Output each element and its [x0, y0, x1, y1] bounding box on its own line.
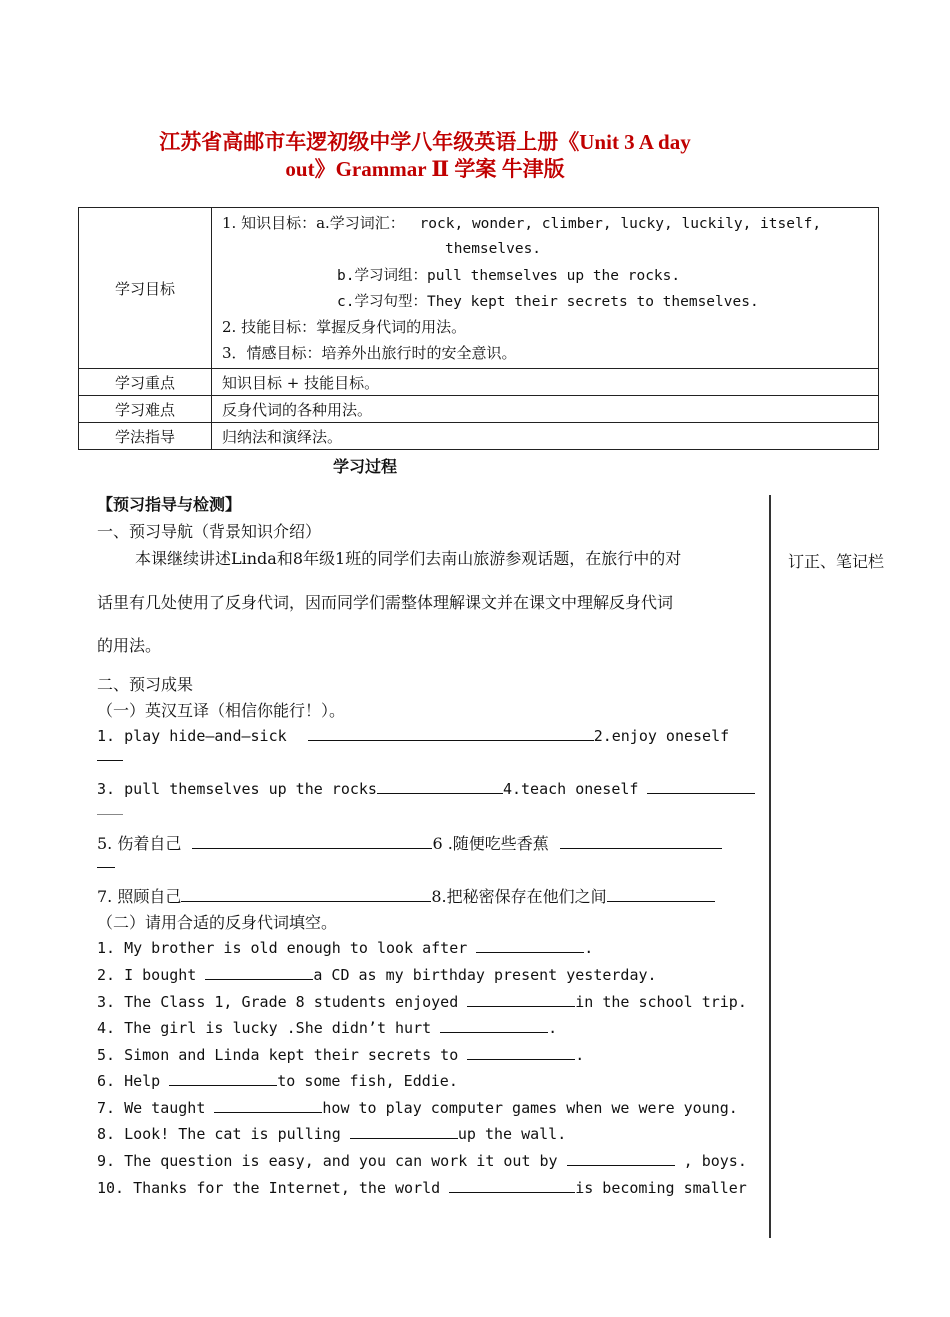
q5-blank[interactable] — [192, 834, 432, 849]
fill-q8: 8. Look! The cat is pulling up the wall. — [97, 1125, 567, 1143]
fill-q7-blank[interactable] — [214, 1098, 322, 1113]
doc-title-line1: 江苏省高邮市车逻初级中学八年级英语上册《Unit 3 A day — [159, 130, 691, 154]
fill-q2: 2. I bought a CD as my birthday present yesterday. — [97, 966, 657, 984]
part-one-heading: 一、预习导航（背景知识介绍） — [97, 522, 322, 541]
translate-q7-8 — [97, 884, 715, 907]
q6-blank-cont[interactable] — [97, 853, 115, 868]
part-two-heading: 二、预习成果 — [97, 675, 194, 694]
doc-title-line2: out》Grammar Ⅱ 学案 牛津版 — [285, 157, 565, 181]
key-value: 知识目标 + 技能目标。 — [212, 369, 879, 396]
q1-text: 1. play hide—and—sick — [97, 727, 287, 745]
fill-q1-blank[interactable] — [476, 938, 584, 953]
q4-blank[interactable] — [647, 779, 755, 794]
fill-q6: 6. Help to some fish, Eddie. — [97, 1072, 458, 1090]
objectives-table — [78, 207, 879, 450]
fill-q9-blank[interactable] — [567, 1151, 675, 1166]
fill-q3-blank[interactable] — [467, 992, 575, 1007]
q4-blank-cont[interactable] — [97, 800, 123, 815]
difficult-label: 学习难点 — [79, 396, 212, 423]
fill-q1: 1. My brother is old enough to look after . — [97, 939, 594, 957]
q8-text: 8.把秘密保存在他们之间 — [431, 887, 607, 906]
q3-text: 3. pull themselves up the rocks — [97, 780, 377, 798]
obj3: 3．情感目标：培养外出旅行时的安全意识。 — [222, 344, 517, 362]
fill-q5: 5. Simon and Linda kept their secrets to . — [97, 1046, 585, 1064]
fill-q2-blank[interactable] — [205, 965, 313, 980]
q6-blank[interactable] — [560, 834, 722, 849]
q7-text: 7. 照顾自己 — [97, 887, 182, 906]
q1-blank[interactable] — [308, 726, 594, 741]
obj1-c: c.学习句型：They kept their secrets to themselves. — [337, 294, 759, 310]
method-value: 归纳法和演绎法。 — [212, 423, 879, 450]
fill-q4: 4. The girl is lucky .She didn’t hurt . — [97, 1019, 558, 1037]
obj1-prefix: 1. 知识目标：a.学习词汇： — [222, 214, 405, 232]
q2-text: 2.enjoy oneself — [593, 727, 730, 745]
obj1-line — [222, 210, 878, 236]
objectives-label: 学习目标 — [79, 208, 212, 369]
process-title: 学习过程 — [332, 457, 397, 476]
translate-q3-4 — [97, 779, 755, 798]
objectives-cell — [212, 208, 879, 369]
q5-text: 5. 伤着自己 — [97, 834, 182, 853]
fill-q8-blank[interactable] — [350, 1124, 458, 1139]
side-note: 订正、笔记栏 — [788, 552, 885, 571]
intro-line1: 本课继续讲述Linda和8年级1班的同学们去南山旅游参观话题，在旅行中的对 — [135, 549, 682, 568]
q3-blank[interactable] — [377, 779, 503, 794]
section-heading: 【预习指导与检测】 — [97, 495, 242, 514]
obj2: 2. 技能目标：掌握反身代词的用法。 — [222, 318, 467, 336]
intro-line2: 话里有几处使用了反身代词，因而同学们需整体理解课文并在课文中理解反身代词 — [97, 593, 674, 612]
fill-q10-blank[interactable] — [449, 1178, 575, 1193]
q6-text: 6 .随便吃些香蕉 — [432, 834, 549, 853]
obj1-words: rock, wonder, climber, lucky, luckily, itself, — [419, 216, 822, 232]
fill-q10: 10. Thanks for the Internet, the world is becoming smaller — [97, 1179, 747, 1197]
translate-q1-2 — [97, 726, 729, 745]
translate-q5-6 — [97, 831, 722, 854]
sub-heading-2: （二）请用合适的反身代词填空。 — [97, 913, 338, 932]
q4-text: 4.teach oneself — [502, 780, 639, 798]
difficult-value: 反身代词的各种用法。 — [212, 396, 879, 423]
q7-blank[interactable] — [181, 887, 431, 902]
obj1-b: b.学习词组：pull themselves up the rocks. — [337, 268, 681, 284]
q2-blank[interactable] — [97, 746, 123, 761]
key-label: 学习重点 — [79, 369, 212, 396]
fill-q5-blank[interactable] — [467, 1045, 575, 1060]
fill-q7: 7. We taught how to play computer games when we were young. — [97, 1099, 738, 1117]
fill-q9: 9. The question is easy, and you can work it out by , boys. — [97, 1152, 747, 1170]
column-divider — [769, 495, 771, 1238]
fill-q3: 3. The Class 1, Grade 8 students enjoyed in the school trip. — [97, 993, 747, 1011]
sub-heading-1: （一）英汉互译（相信你能行！）。 — [97, 701, 346, 720]
fill-q6-blank[interactable] — [169, 1071, 277, 1086]
obj1-words2: themselves. — [445, 241, 542, 257]
fill-q4-blank[interactable] — [440, 1018, 548, 1033]
q8-blank[interactable] — [607, 887, 715, 902]
intro-line3: 的用法。 — [97, 636, 162, 655]
method-label: 学法指导 — [79, 423, 212, 450]
